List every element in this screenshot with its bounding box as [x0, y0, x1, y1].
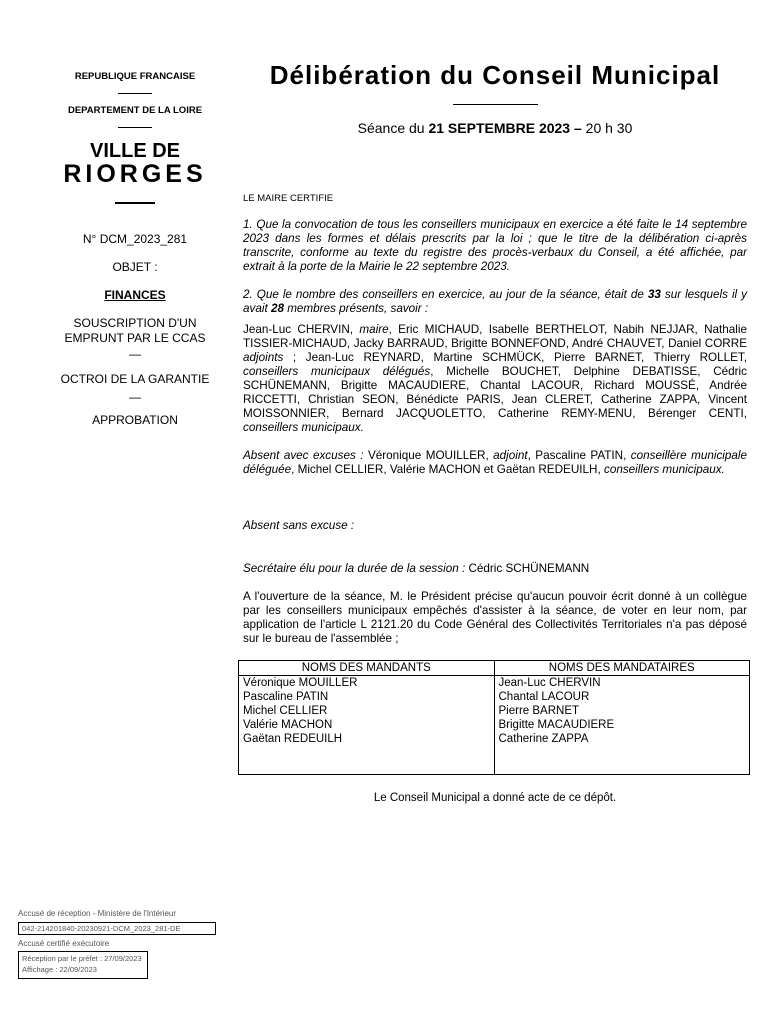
column-header: NOMS DES MANDATAIRES: [494, 661, 750, 676]
departement-label: DEPARTEMENT DE LA LOIRE: [67, 105, 203, 116]
objet-label: OBJET :: [112, 260, 158, 274]
divider: [453, 104, 538, 105]
accuse-certifie-label: Accusé certifié exécutoire: [18, 939, 110, 948]
mandataire-name: Pierre BARNET: [498, 705, 580, 717]
mandataire-name: Chantal LACOUR: [498, 691, 590, 703]
souscription-label: SOUSCRIPTION D'UN EMPRUNT PAR LE CCAS: [64, 316, 206, 345]
finances-label: FINANCES: [104, 288, 166, 302]
approbation-label: APPROBATION: [92, 413, 178, 427]
ouverture-paragraph: A l'ouverture de la séance, M. le Président précise qu'aucun pouvoir écrit donné à un collègue par les conseillers municipaux empêchés d'assister à la séance, de voter en leur nom, par application de l'article L 2121.20 du Code Général des Collectivités Territoriales n'a pas déposé sur le bureau de l'assemblée ;: [243, 590, 747, 645]
affichage-date: Affichage : 22/09/2023: [22, 965, 97, 974]
mandataire-name: Brigitte MACAUDIERE: [498, 719, 615, 731]
ville-de-label: VILLE DE: [89, 140, 180, 162]
separator: —: [129, 347, 141, 361]
separator: —: [129, 390, 141, 404]
convocation-paragraph: 1. Que la convocation de tous les conseillers municipaux en exercice a été faite le 14 septembre 2023 dans les formes et délais prescrits par la loi ; que le titre de la délibération ci-après transcrite, conforme au texte du registre des procès-verbaux du Conseil, a été affichée, par extrait à la porte de la Mairie le 22 septembre 2023.: [243, 218, 747, 273]
mandants-cell: [239, 676, 495, 775]
presents-list: Jean-Luc CHERVIN, maire, Eric MICHAUD, Isabelle BERTHELOT, Nabih NEJJAR, Nathalie TISSIER-MICHAUD, Jacky BARRAUD, Brigitte BONNEFOND, André CHAUVET, Daniel CORRE adjoints ; Jean-Luc REYNARD, Martine SCHMÜCK, Pierre BARNET, Thierry ROLLET, conseillers municipaux délégués, Michelle BOUCHET, Delphine DEBATISSE, Cédric SCHÜNEMANN, Brigitte MACAUDIERE, Chantal LACOUR, Richard MOUSSÉ, Andrée RICCETTI, Christian SEON, Bénédicte PARIS, Jean CLERET, Catherine ZAPPA, Vincent MOISSONNIER, Bernard JACQUOLETTO, Catherine REMY-MENU, Bérenger CENTI, conseillers municipaux.: [243, 323, 747, 434]
deliberation-number: N° DCM_2023_281: [82, 232, 188, 246]
reception-box: [18, 951, 148, 979]
donne-acte: Le Conseil Municipal a donné acte de ce dépôt.: [373, 792, 617, 804]
mandataire-name: Jean-Luc CHERVIN: [498, 677, 601, 689]
divider: [118, 93, 152, 94]
accuse-reception-label: Accusé de réception - Ministère de l'Intérieur: [18, 909, 177, 918]
absents-sans-excuse: Absent sans excuse :: [243, 519, 355, 532]
mandant-name: Pascaline PATIN: [243, 691, 329, 703]
divider: [115, 202, 155, 204]
mandats-table: [238, 660, 750, 775]
secretaire-line: Secrétaire élu pour la durée de la session : Cédric SCHÜNEMANN: [243, 562, 590, 575]
republique-label: REPUBLIQUE FRANCAISE: [74, 71, 196, 82]
accuse-code-box: 042-214201840-20230921-DCM_2023_281-DE: [18, 922, 216, 935]
mandant-name: Gaëtan REDEUILH: [243, 733, 343, 745]
absents-excuses: Absent avec excuses : Véronique MOUILLER, adjoint, Pascaline PATIN, conseillère municipale déléguée, Michel CELLIER, Valérie MACHON et Gaëtan REDEUILH, conseillers municipaux.: [243, 449, 747, 476]
reception-prefet: Réception par le préfet : 27/09/2023: [22, 954, 142, 963]
mandant-name: Michel CELLIER: [243, 705, 328, 717]
maire-certifie: LE MAIRE CERTIFIE: [243, 193, 334, 204]
table-header-row: [239, 661, 750, 676]
seance-line: Séance du 21 SEPTEMBRE 2023 – 20 h 30: [357, 120, 633, 136]
mandant-name: Véronique MOUILLER: [243, 677, 358, 689]
quorum-paragraph: 2. Que le nombre des conseillers en exercice, au jour de la séance, était de 33 sur lesquels il y avait 28 membres présents, savoir :: [243, 288, 747, 315]
riorges-label: RIORGES: [63, 160, 207, 188]
divider: [118, 127, 152, 128]
page-title: Délibération du Conseil Municipal: [269, 60, 721, 90]
octroi-label: OCTROI DE LA GARANTIE: [60, 372, 210, 386]
column-header: NOMS DES MANDANTS: [239, 661, 495, 676]
table-body-row: [239, 676, 750, 775]
mandataire-name: Catherine ZAPPA: [498, 733, 589, 745]
mandataires-cell: [494, 676, 750, 775]
mandant-name: Valérie MACHON: [243, 719, 333, 731]
